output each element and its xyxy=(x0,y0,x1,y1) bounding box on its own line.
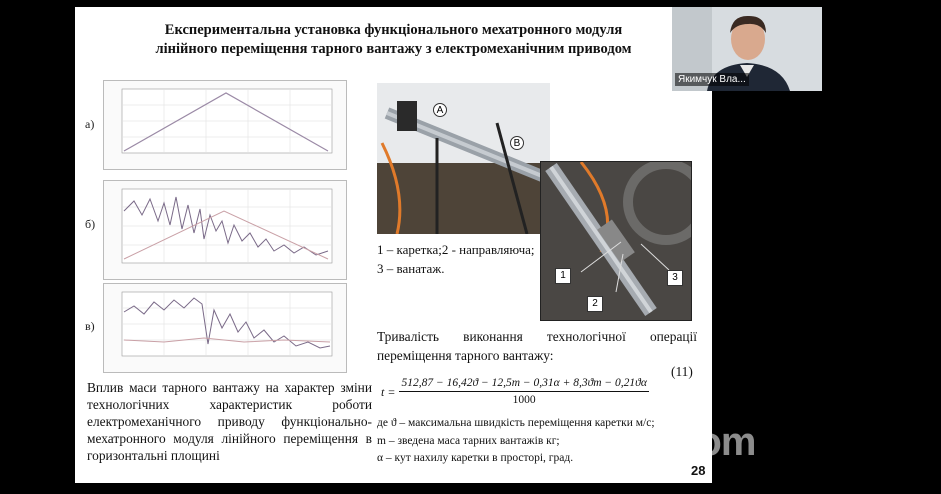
chart-b-image xyxy=(103,180,347,280)
title-line-2: лінійного переміщення тарного вантажу з електромеханічним приводом xyxy=(155,41,632,57)
duration-formula xyxy=(380,377,649,407)
participant-video-tile[interactable] xyxy=(672,7,822,91)
formula-numerator: 512,87 − 16,42ϑ − 12,5m − 0,31α + 8,3ϑm − 0,21ϑα xyxy=(399,377,648,392)
chart-c-label: в) xyxy=(85,319,95,333)
duration-description: Тривалість виконання технологічної операції переміщення тарного вантажу: xyxy=(377,329,697,363)
setup-photo-b xyxy=(540,161,692,321)
photo-tag-3: 3 xyxy=(667,270,683,286)
zoom-watermark: zoom xyxy=(655,420,756,464)
photo-tag-b: B xyxy=(510,136,524,150)
charts-caption: Вплив маси тарного вантажу на характер зміни технологічних характеристик роботи електромеханічного приводу функціонально-мехатронного модуля лінійного переміщення в горизонтальні площині xyxy=(87,380,372,463)
presentation-slide xyxy=(75,7,712,483)
slide-title xyxy=(75,21,712,59)
note-mass: m – зведена маса тарних вантажів кг; xyxy=(377,434,560,447)
formula-lhs: t = xyxy=(381,384,396,399)
note-velocity: де ϑ – максимальна швидкість переміщення каретки м/с; xyxy=(377,417,655,429)
photo-tag-a: A xyxy=(433,103,447,117)
chart-c-image xyxy=(103,283,347,373)
participant-name: Якимчук Вла... xyxy=(675,73,749,86)
slide-page-number: 28 xyxy=(691,463,706,478)
chart-b-label: б) xyxy=(85,217,96,231)
photo-tag-2: 2 xyxy=(587,296,603,312)
photo-tag-1: 1 xyxy=(555,268,571,284)
photo-legend: 1 – каретка;2 - направляюча; 3 – ванатаж. xyxy=(377,242,535,276)
chart-a-label: а) xyxy=(85,117,95,131)
setup-photo-a xyxy=(377,83,550,234)
equation-number: (11) xyxy=(671,364,693,379)
formula-denominator: 1000 xyxy=(512,394,536,406)
note-angle: α – кут нахилу каретки в просторі, град. xyxy=(377,452,574,464)
chart-a-image xyxy=(103,80,347,170)
title-line-1: Експериментальна установка функціонального мехатронного модуля xyxy=(164,22,623,38)
